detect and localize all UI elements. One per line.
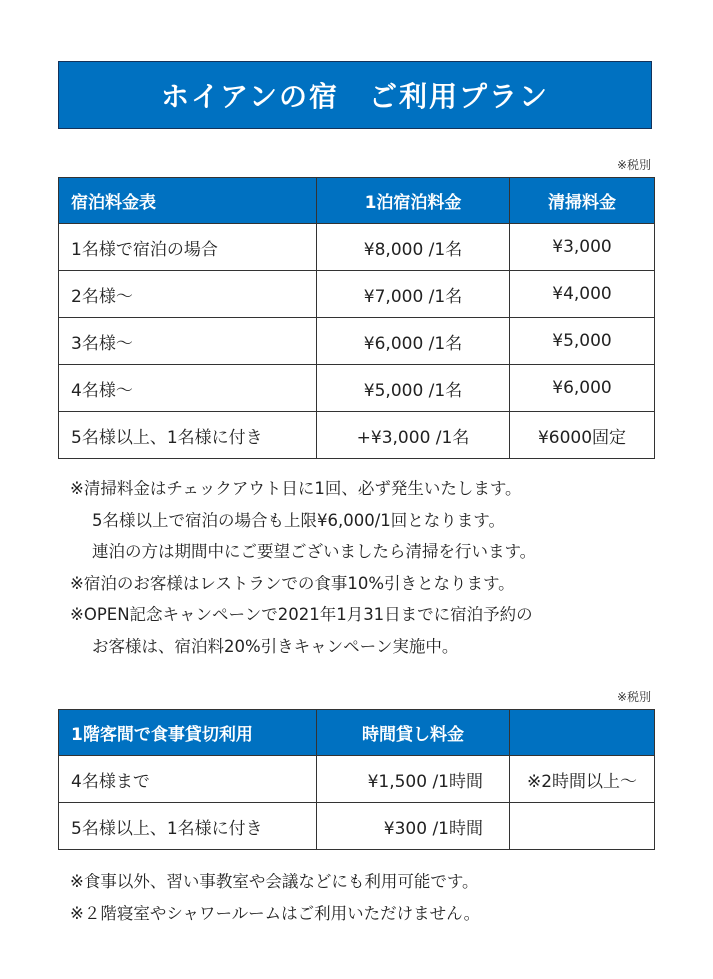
nightly-rate-cell: ¥6,000 /1名 [317, 318, 510, 365]
guests-cell: 3名様～ [59, 318, 317, 365]
nightly-rate-cell: +¥3,000 /1名 [317, 412, 510, 459]
table-row [59, 271, 655, 318]
guests-cell: 4名様～ [59, 365, 317, 412]
note-line: ※清掃料金はチェックアウト日に1回、必ず発生いたします。 [70, 479, 522, 498]
table-header-row [59, 710, 655, 756]
minimum-hours-cell: ※2時間以上～ [510, 756, 655, 803]
header-cell: 1泊宿泊料金 [317, 178, 510, 224]
rental-notes [70, 866, 480, 929]
note-line: ※宿泊のお客様はレストランでの食事10%引きとなります。 [70, 573, 515, 593]
note-line: ※２階寝室やシャワールームはご利用いただけません。 [70, 903, 481, 923]
minimum-hours-cell [510, 803, 655, 850]
cleaning-fee-cell: ¥4,000 [510, 271, 655, 318]
header-cell: 1階客間で食事貸切利用 [59, 710, 317, 756]
guests-cell: 5名様以上、1名様に付き [59, 803, 317, 850]
cleaning-fee-cell: ¥6,000 [510, 365, 655, 412]
cleaning-fee-cell: ¥5,000 [510, 318, 655, 365]
table-header-row [59, 178, 655, 224]
lodging-notes [70, 473, 536, 662]
table-row [59, 412, 655, 459]
note-line: 5名様以上で宿泊の場合も上限¥6,000/1回となります。 [92, 510, 505, 530]
guests-cell: 1名様で宿泊の場合 [59, 224, 317, 271]
guests-cell: 4名様まで [59, 756, 317, 803]
note-line: ※食事以外、習い事教室や会議などにも利用可能です。 [70, 872, 479, 891]
header-cell: 清掃料金 [510, 178, 655, 224]
guests-cell: 5名様以上、1名様に付き [59, 412, 317, 459]
rental-price-table [58, 709, 655, 850]
hourly-rate-cell: ¥1,500 /1時間 [317, 756, 510, 803]
guests-cell: 2名様～ [59, 271, 317, 318]
header-cell: 宿泊料金表 [59, 178, 317, 224]
page-title: ホイアンの宿 ご利用プラン [58, 61, 652, 129]
cleaning-fee-cell: ¥3,000 [510, 224, 655, 271]
cleaning-fee-cell: ¥6000固定 [510, 412, 655, 459]
tax-note-lodging: ※税別 [616, 158, 651, 172]
nightly-rate-cell: ¥5,000 /1名 [317, 365, 510, 412]
lodging-price-table [58, 177, 655, 459]
note-line: ※OPEN記念キャンペーンで2021年1月31日までに宿泊予約の [70, 605, 533, 624]
nightly-rate-cell: ¥8,000 /1名 [317, 224, 510, 271]
table-row [59, 803, 655, 850]
header-cell: 時間貸し料金 [317, 710, 510, 756]
header-cell [510, 710, 655, 756]
table-row [59, 318, 655, 365]
table-row [59, 365, 655, 412]
hourly-rate-cell: ¥300 /1時間 [317, 803, 510, 850]
table-row [59, 224, 655, 271]
nightly-rate-cell: ¥7,000 /1名 [317, 271, 510, 318]
note-line: 連泊の方は期間中にご要望ございましたら清掃を行います。 [92, 542, 537, 561]
note-line: お客様は、宿泊料20%引きキャンペーン実施中。 [92, 636, 459, 656]
tax-note-rental: ※税別 [616, 690, 651, 704]
table-row [59, 756, 655, 803]
